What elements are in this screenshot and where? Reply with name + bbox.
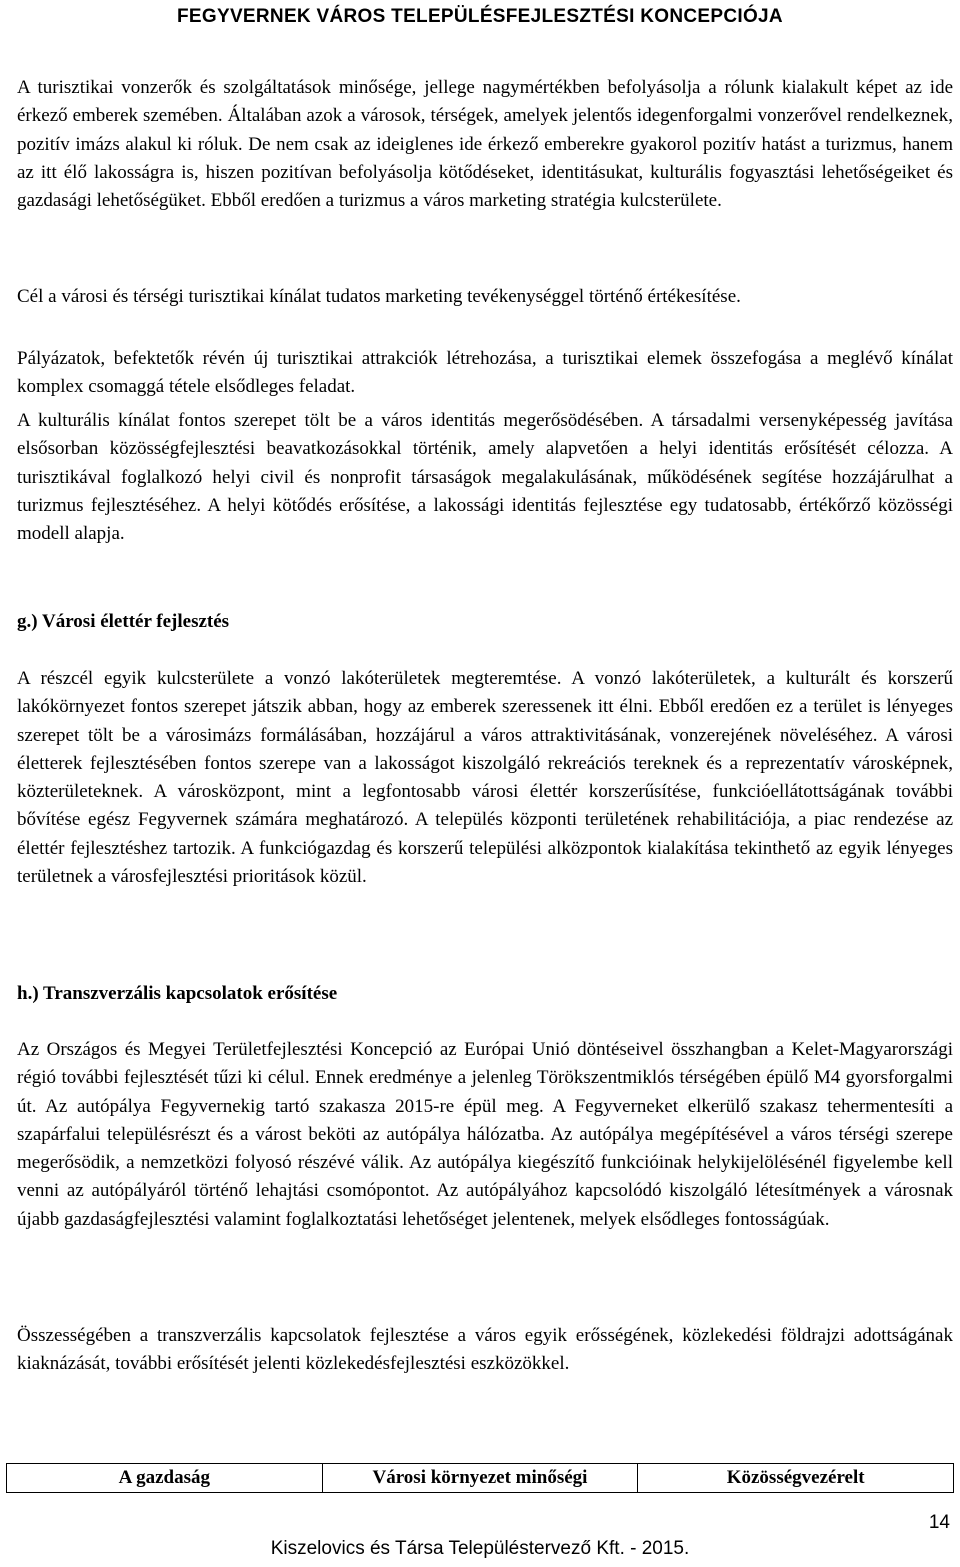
page-number: 14 [928, 1512, 950, 1533]
footer-category-row [7, 1464, 954, 1493]
section-heading-g: g.) Városi élettér fejlesztés [17, 611, 230, 632]
paragraph-living-space: A részcél egyik kulcsterülete a vonzó lakóterületek megteremtése. A vonzó lakóterületek, a kulturált és korszerű lakókörnyezet fontos szerepet játszik abban, hogy az emberek szeressenek itt élni. Ebből eredően ez a terület is lényeges szerepet tölt be a városimázs formálásában, hozzájárul a város attraktivitásának, vonzerejének növeléséhez. A városi életterek fejlesztésében fontos szerepe van a lakosságot kiszolgáló rekreációs tereknek és a reprezentatív városképnek, közterületeknek. A városközpont, mint a legfontosabb városi élettér korszerűsítése, funkcióellátottságának további bővítése egész Fegyvernek számára meghatározó. A település központi területének rehabilitációja, a piac rendezése az élettér fejlesztéshez tartozik. A funkciógazdag és korszerű települési alközpontok kialakítása tekinthető az egyik lényeges területnek a városfejlesztési prioritások közül. [17, 668, 953, 888]
footer-cell-urban-environment: Városi környezet minőségi [322, 1464, 638, 1493]
paragraph-transversal-links: Az Országos és Megyei Területfejlesztési Koncepció az Európai Unió döntéseivel összhangban a Kelet-Magyarországi régió további fejlesztését tűzi ki célul. Ennek eredménye a jelenleg Törökszentmiklós térségében épülő M4 gyorsforgalmi út. Az autópálya Fegyvernekig tartó szakasza 2015-re épül meg. A Fegyverneket elkerülő szakasz tehermentesíti a szapárfalui településrészt és a várost beköti az autópálya hálózatba. Az autópálya megépítésével a város térségi szerepe megerősödik, a nemzetközi folyosó részévé válik. Az autópálya kiegészítő funkcióinak helykijelölésénél figyelembe kell venni az autópályáról történő lehajtási csomópontot. Az autópályához kapcsolódó kiszolgáló létesítmények a városnak újabb gazdaságfejlesztési valamint foglalkoztatási lehetőséget jelentenek, melyek elsődleges fontosságúak. [17, 1039, 953, 1230]
footer-company-credit: Kiszelovics és Társa Településtervező Kft. - 2015. [270, 1538, 690, 1559]
paragraph-tourism-intro: A turisztikai vonzerők és szolgáltatások minősége, jellege nagymértékben befolyásolja a rólunk kialakult képet az ide érkező emberek szemében. Általában azok a városok, térségek, amelyek jelentős idegenforgalmi vonzerővel rendelkeznek, pozitív imázs alakul ki róluk. De nem csak az ideiglenes ide érkező emberekre gyakorol pozitív hatást a turizmus, hanem az itt élő lakosságra is, hiszen pozitívan befolyásolja kötődéseket, identitásukat, kulturális fogyasztási lehetőségeiket és gazdasági lehetőségüket. Ebből eredően a turizmus a város marketing stratégia kulcsterülete. [17, 77, 953, 212]
footer-category-table [6, 1463, 954, 1493]
footer-cell-economy: A gazdaság [7, 1464, 323, 1493]
document-header-title: FEGYVERNEK VÁROS TELEPÜLÉSFEJLESZTÉSI KONCEPCIÓJA [177, 6, 783, 27]
paragraph-tourism-goal: Cél a városi és térségi turisztikai kínálat tudatos marketing tevékenységgel történő értékesítése. [17, 286, 741, 307]
paragraph-tourism-tasks: Pályázatok, befektetők révén új turisztikai attrakciók létrehozása, a turisztikai elemek összefogása a meglévő kínálat komplex csomaggá tétele elsődleges feladat. [17, 348, 953, 398]
section-heading-h: h.) Transzverzális kapcsolatok erősítése [17, 983, 338, 1004]
footer-cell-community: Közösségvezérelt [638, 1464, 954, 1493]
paragraph-transversal-summary: Összességében a transzverzális kapcsolatok fejlesztése a város egyik erősségének, közlekedési földrajzi adottságának kiaknázását, további erősítését jelenti közlekedésfejlesztési eszközökkel. [17, 1325, 953, 1375]
paragraph-cultural-offer: A kulturális kínálat fontos szerepet tölt be a város identitás megerősödésében. A társadalmi versenyképesség javítása elsősorban közösségfejlesztési beavatkozásokkal történik, amely alapvetően a helyi identitás erősítését célozza. A turisztikával foglalkozó helyi civil és nonprofit társaságok megalakulásának, működésének segítése hozzájárulhat a turizmus fejlesztéséhez. A helyi kötődés erősítése, a lakossági identitás fejlesztése egy tudatosabb, értékőrző közösségi modell alapja. [17, 410, 953, 545]
